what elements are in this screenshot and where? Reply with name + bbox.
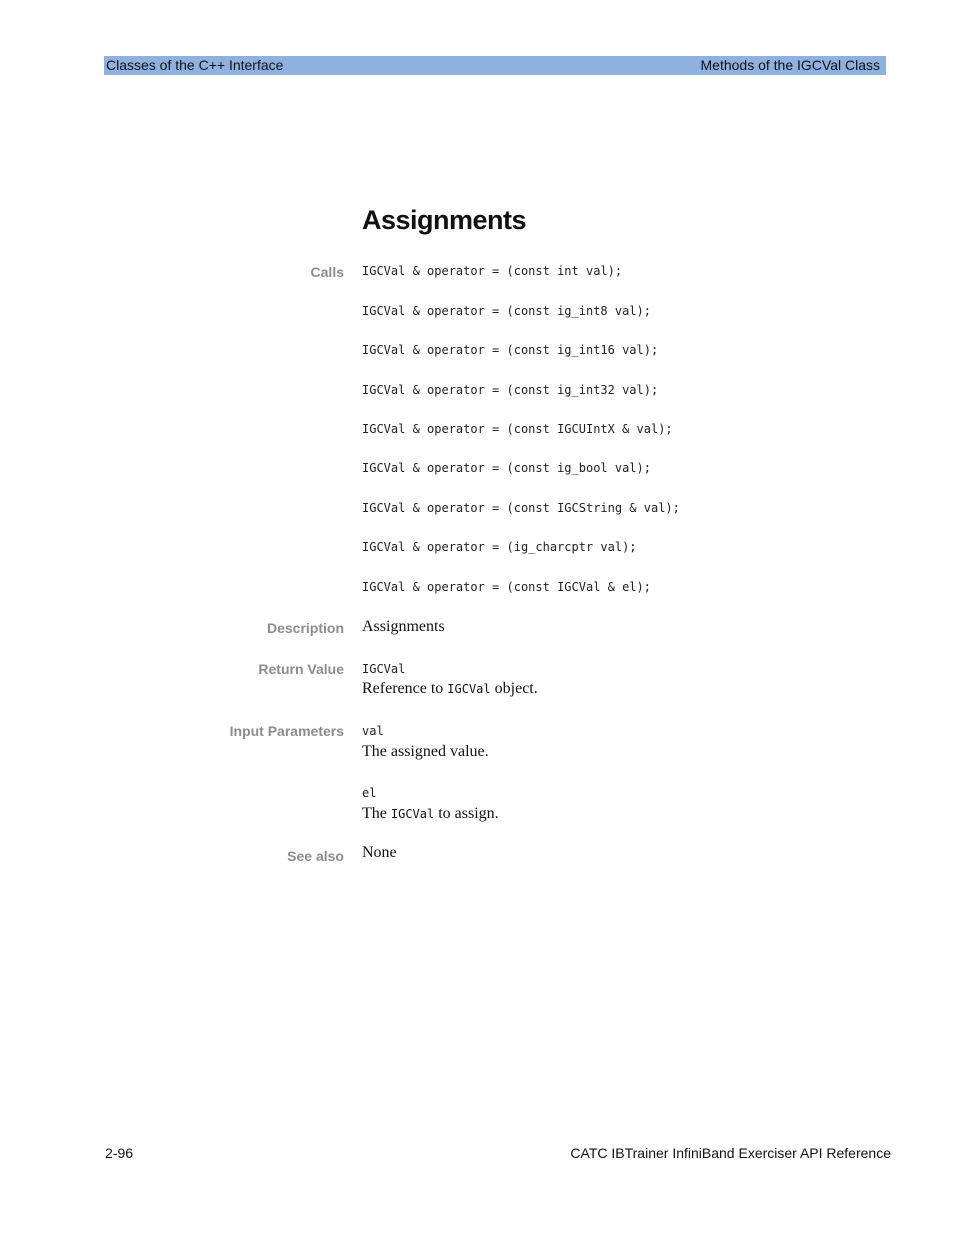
page-title: Assignments bbox=[362, 205, 527, 235]
calls-label: Calls bbox=[310, 264, 344, 280]
page-number: 2-96 bbox=[105, 1145, 134, 1161]
call-signature: IGCVal & operator = (const int val); bbox=[362, 264, 623, 278]
call-signature: IGCVal & operator = (const ig_int8 val); bbox=[362, 304, 651, 318]
return-text-before: Reference to bbox=[362, 680, 448, 697]
parameter-description bbox=[362, 805, 499, 823]
call-signature: IGCVal & operator = (const IGCString & val); bbox=[362, 501, 680, 515]
return-type: IGCVal bbox=[362, 662, 406, 676]
see-also-text: None bbox=[362, 844, 397, 861]
parameter-description bbox=[362, 743, 489, 761]
return-inline-code: IGCVal bbox=[447, 682, 491, 696]
return-value-label: Return Value bbox=[258, 661, 344, 677]
running-header bbox=[104, 56, 886, 75]
header-section-title: Methods of the IGCVal Class bbox=[700, 57, 880, 73]
parameter-name: val bbox=[362, 724, 384, 738]
param-text-before: The assigned value. bbox=[362, 743, 489, 760]
return-value-description bbox=[362, 680, 538, 698]
book-title: CATC IBTrainer InfiniBand Exerciser API Reference bbox=[570, 1145, 891, 1161]
param-text-after: to assign. bbox=[434, 805, 499, 822]
param-text-before: The bbox=[362, 805, 391, 822]
call-signature: IGCVal & operator = (const ig_bool val); bbox=[362, 461, 651, 475]
description-text: Assignments bbox=[362, 618, 445, 635]
call-signature: IGCVal & operator = (const ig_int32 val); bbox=[362, 383, 659, 397]
param-inline-code: IGCVal bbox=[390, 807, 435, 821]
call-signature: IGCVal & operator = (const IGCUIntX & val); bbox=[362, 422, 673, 436]
see-also-label: See also bbox=[287, 848, 344, 864]
header-chapter-title: Classes of the C++ Interface bbox=[106, 57, 284, 73]
parameter-name: el bbox=[362, 786, 377, 800]
call-signature: IGCVal & operator = (ig_charcptr val); bbox=[362, 540, 637, 554]
return-text-after: object. bbox=[490, 680, 538, 697]
description-label: Description bbox=[266, 620, 344, 636]
input-parameters-label: Input Parameters bbox=[229, 723, 344, 739]
call-signature: IGCVal & operator = (const IGCVal & el); bbox=[362, 580, 651, 594]
call-signature: IGCVal & operator = (const ig_int16 val); bbox=[362, 343, 659, 357]
